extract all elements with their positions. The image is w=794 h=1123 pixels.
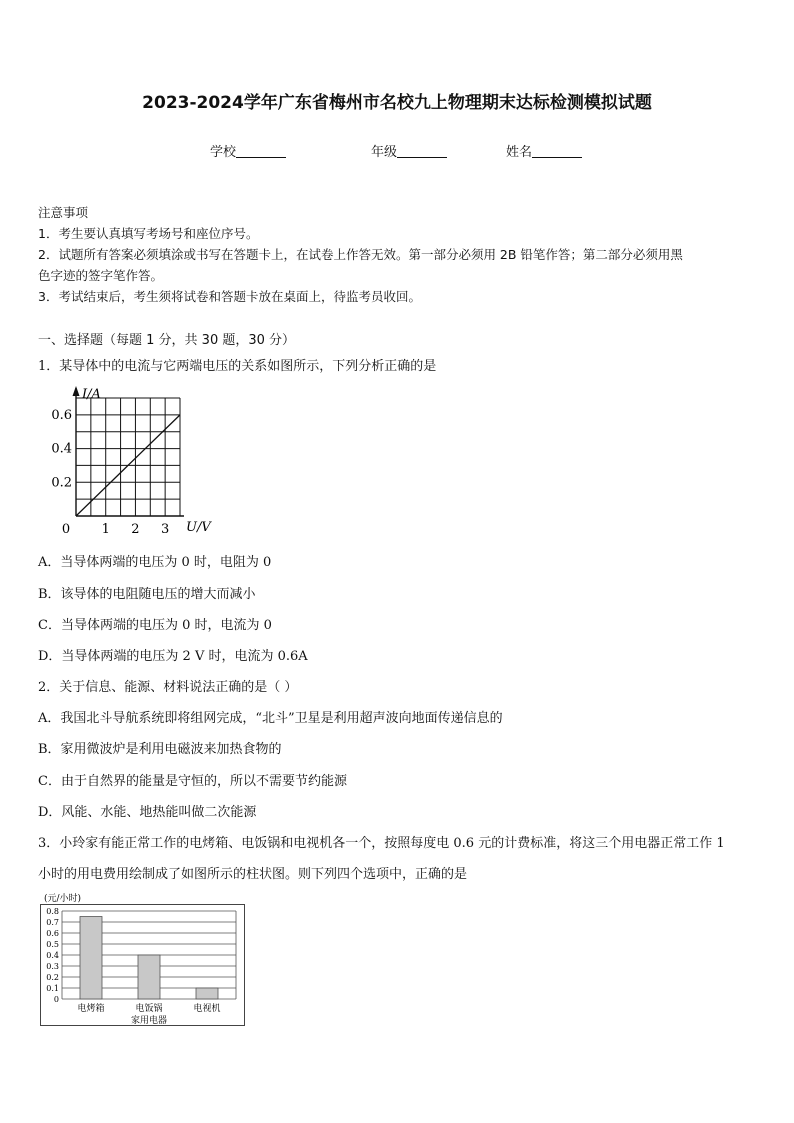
iu-y-axis-label: I/A	[82, 387, 101, 402]
grade-blank	[397, 145, 447, 158]
iu-tick-labels	[51, 408, 169, 534]
bar-x-tick-labels	[77, 1002, 220, 1014]
bar-y-tick-label: 0.2	[46, 973, 59, 982]
bar-y-tick-label: 0.5	[46, 940, 59, 949]
section-heading: 一、选择题（每题 1 分，共 30 题，30 分）	[38, 333, 296, 348]
name-blank	[532, 145, 582, 158]
iu-axes	[73, 386, 185, 516]
note-item: 3．考试结束后，考生须将试卷和答题卡放在桌面上，待监考员收回。	[38, 289, 421, 304]
iu-x-axis-label: U/V	[186, 519, 211, 534]
question-3-stem-line-1: 3．小玲家有能正常工作的电烤箱、电饭锅和电视机各一个，按照每度电 0.6 元的计费标准，将这三个用电器正常工作 1	[38, 836, 725, 851]
bar-category-label: 电视机	[193, 1004, 221, 1014]
iu-y-tick-label: 0.6	[51, 407, 72, 423]
school-blank	[236, 145, 286, 158]
note-item: 色字迹的签字笔作答。	[38, 268, 164, 283]
cost-bar-chart	[38, 890, 250, 1030]
school-label: 学校	[210, 145, 237, 160]
bar-y-tick-label: 0.1	[46, 984, 59, 993]
notes-heading: 注意事项	[38, 205, 89, 220]
question-2-stem: 2．关于信息、能源、材料说法正确的是（ ）	[38, 680, 298, 695]
bar-y-tick-label: 0.3	[46, 962, 59, 971]
grade-label: 年级	[371, 145, 398, 160]
note-item: 1．考生要认真填写考场号和座位序号。	[38, 226, 259, 241]
bar-category-label: 电烤箱	[77, 1004, 105, 1014]
school-field	[210, 141, 286, 160]
q2-option-d: D．风能、水能、地热能叫做二次能源	[38, 805, 257, 820]
bar-y-tick-labels	[46, 907, 59, 1004]
bar-y-tick-label: 0	[53, 995, 59, 1004]
bar-x-axis-label: 家用电器	[130, 1016, 168, 1026]
q2-option-b: B．家用微波炉是利用电磁波来加热食物的	[38, 742, 282, 757]
question-1-stem: 1．某导体中的电流与它两端电压的关系如图所示，下列分析正确的是	[38, 359, 437, 374]
q1-option-a: A．当导体两端的电压为 0 时，电阻为 0	[38, 555, 272, 570]
iu-x-tick-label: 3	[161, 521, 170, 534]
iu-y-tick-label: 0.2	[51, 475, 72, 491]
bar-category-label: 电饭锅	[135, 1004, 163, 1014]
bar-y-unit-label: (元/小时)	[44, 894, 82, 904]
note-item: 2．试题所有答案必须填涂或书写在答题卡上，在试卷上作答无效。第一部分必须用 2B 铅笔作答；第二部分必须用黑	[38, 247, 683, 262]
iu-grid	[76, 398, 180, 516]
q2-option-c: C．由于自然界的能量是守恒的，所以不需要节约能源	[38, 774, 347, 789]
page-title: 2023-2024学年广东省梅州市名校九上物理期末达标检测模拟试题	[142, 93, 652, 113]
grade-field	[371, 141, 447, 160]
iu-y-arrow	[73, 386, 80, 396]
bar-1	[80, 917, 102, 1000]
iu-y-tick-label: 0.4	[51, 441, 72, 457]
q1-option-b: B．该导体的电阻随电压的增大而减小	[38, 587, 256, 602]
question-3-stem-line-2: 小时的用电费用绘制成了如图所示的柱状图。则下列四个选项中，正确的是	[38, 867, 468, 882]
iu-x-tick-label: 0	[61, 521, 71, 534]
bar-2	[138, 955, 160, 999]
iu-graph	[38, 384, 238, 534]
bar-y-tick-label: 0.6	[46, 929, 59, 938]
bar-3	[196, 988, 218, 999]
iu-x-tick-label: 1	[101, 521, 110, 534]
name-field	[506, 141, 582, 160]
q1-option-c: C．当导体两端的电压为 0 时，电流为 0	[38, 618, 272, 633]
q1-option-d: D．当导体两端的电压为 2 V 时，电流为 0.6A	[38, 649, 308, 664]
bar-y-tick-label: 0.4	[46, 951, 59, 960]
name-label: 姓名	[506, 145, 533, 160]
q2-option-a: A．我国北斗导航系统即将组网完成，“北斗”卫星是利用超声波向地面传递信息的	[38, 711, 503, 726]
bar-y-tick-label: 0.8	[46, 907, 59, 916]
bar-series	[80, 917, 218, 1000]
iu-x-tick-label: 2	[131, 521, 140, 534]
bar-y-tick-label: 0.7	[46, 918, 59, 927]
